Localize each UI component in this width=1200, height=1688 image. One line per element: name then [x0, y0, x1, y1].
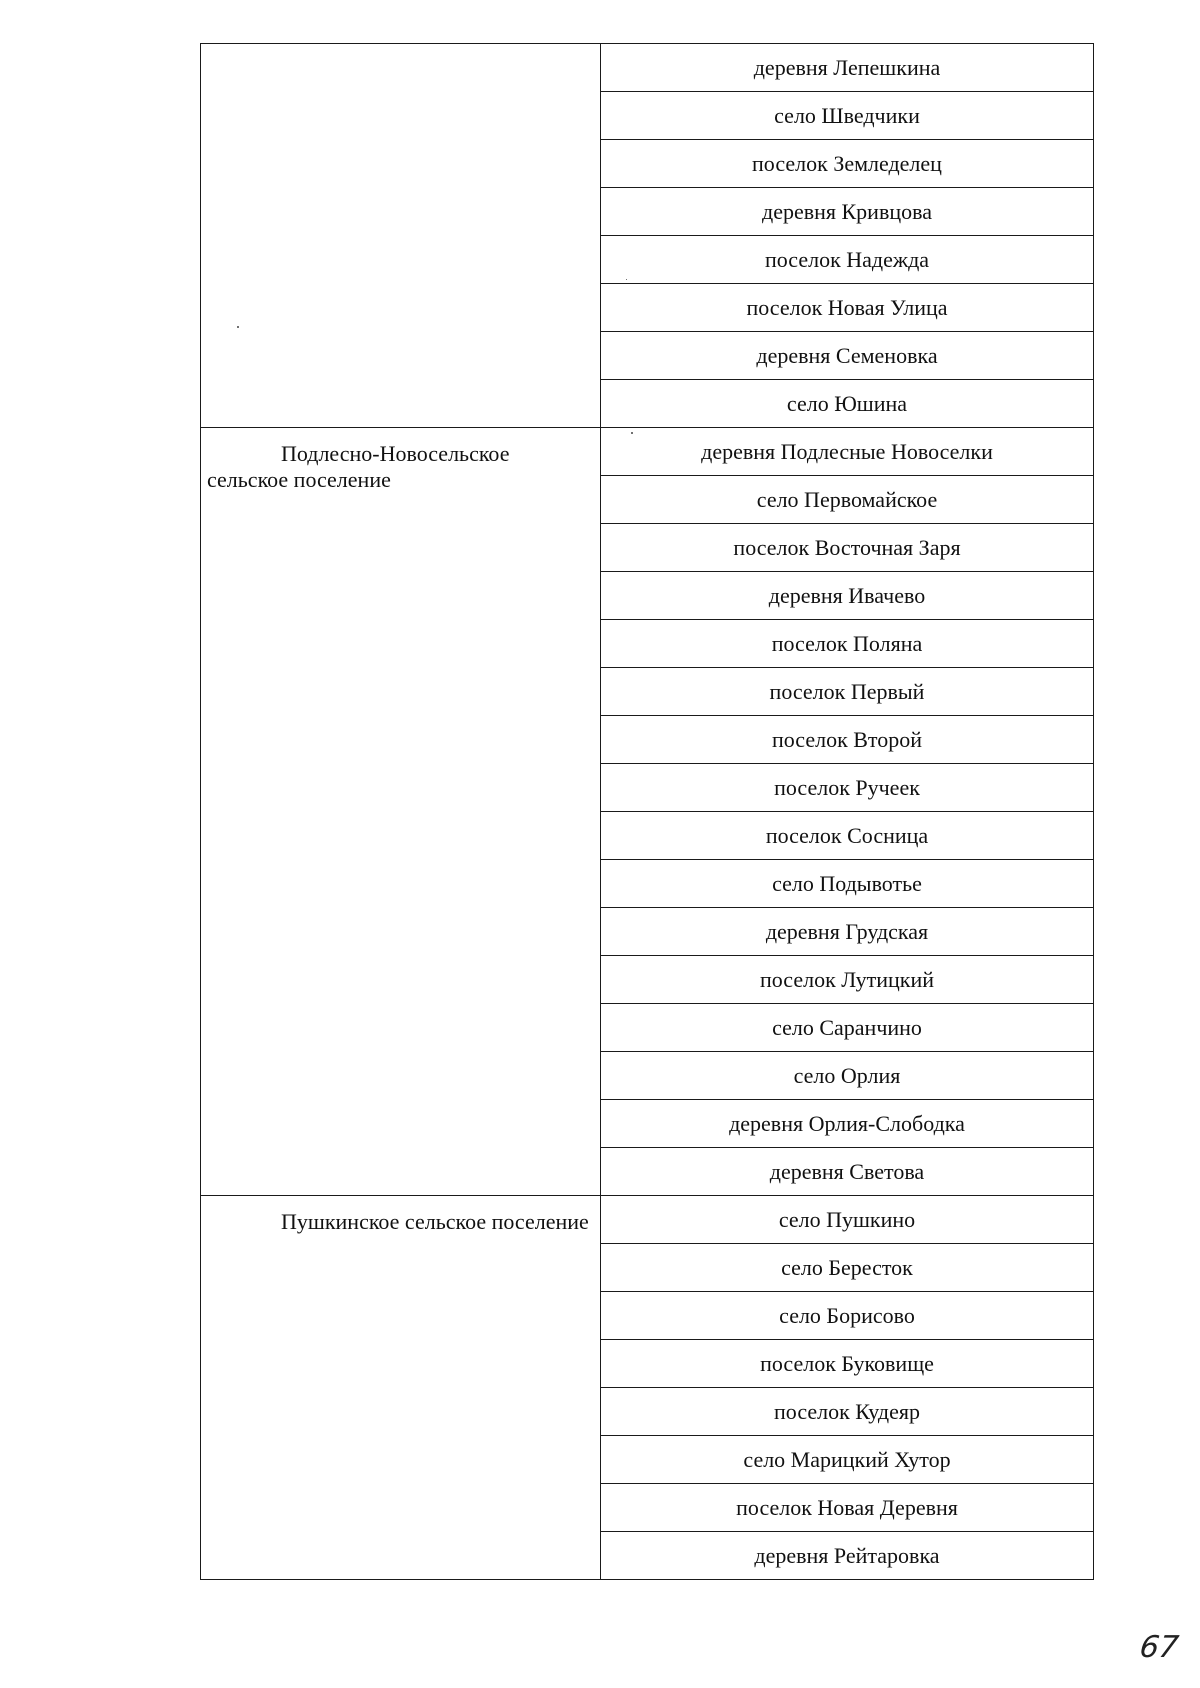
locality-cell: поселок Лутицкий	[601, 956, 1094, 1004]
locality-cell: поселок Кудеяр	[601, 1388, 1094, 1436]
locality-cell: поселок Второй	[601, 716, 1094, 764]
locality-cell: деревня Орлия-Слободка	[601, 1100, 1094, 1148]
locality-cell: поселок Ручеек	[601, 764, 1094, 812]
locality-cell: деревня Семеновка	[601, 332, 1094, 380]
locality-cell: поселок Надежда	[601, 236, 1094, 284]
locality-cell: деревня Лепешкина	[601, 44, 1094, 92]
locality-cell: поселок Новая Улица	[601, 284, 1094, 332]
settlement-name-cell	[201, 44, 601, 428]
locality-cell: село Саранчино	[601, 1004, 1094, 1052]
locality-cell: поселок Сосница	[601, 812, 1094, 860]
settlement-name-cell	[201, 428, 601, 1196]
locality-cell: село Юшина	[601, 380, 1094, 428]
scan-speck	[237, 326, 239, 328]
locality-cell: село Первомайское	[601, 476, 1094, 524]
table-row	[201, 44, 1094, 92]
settlements-table	[200, 43, 1094, 1580]
locality-cell: село Орлия	[601, 1052, 1094, 1100]
table-row	[201, 1196, 1094, 1244]
locality-cell: деревня Рейтаровка	[601, 1532, 1094, 1580]
locality-cell: поселок Новая Деревня	[601, 1484, 1094, 1532]
locality-cell: село Пушкино	[601, 1196, 1094, 1244]
locality-cell: деревня Подлесные Новоселки	[601, 428, 1094, 476]
scan-speck	[626, 279, 627, 280]
locality-cell: деревня Ивачево	[601, 572, 1094, 620]
table-row	[201, 428, 1094, 476]
locality-cell: село Подывотье	[601, 860, 1094, 908]
settlement-name-cell	[201, 1196, 601, 1580]
locality-cell: поселок Земледелец	[601, 140, 1094, 188]
settlement-name: Подлесно-Новосельское сельское поселение	[207, 441, 510, 492]
page-number: 67	[1137, 1630, 1181, 1665]
locality-cell: поселок Первый	[601, 668, 1094, 716]
locality-cell: село Борисово	[601, 1292, 1094, 1340]
settlement-name: Пушкинское сельское поселение	[281, 1209, 589, 1234]
table-body	[201, 44, 1094, 1580]
locality-cell: село Марицкий Хутор	[601, 1436, 1094, 1484]
scan-speck	[631, 432, 633, 434]
locality-cell: село Бересток	[601, 1244, 1094, 1292]
locality-cell: поселок Поляна	[601, 620, 1094, 668]
locality-cell: поселок Буковище	[601, 1340, 1094, 1388]
locality-cell: деревня Светова	[601, 1148, 1094, 1196]
locality-cell: поселок Восточная Заря	[601, 524, 1094, 572]
locality-cell: село Шведчики	[601, 92, 1094, 140]
locality-cell: деревня Кривцова	[601, 188, 1094, 236]
locality-cell: деревня Грудская	[601, 908, 1094, 956]
